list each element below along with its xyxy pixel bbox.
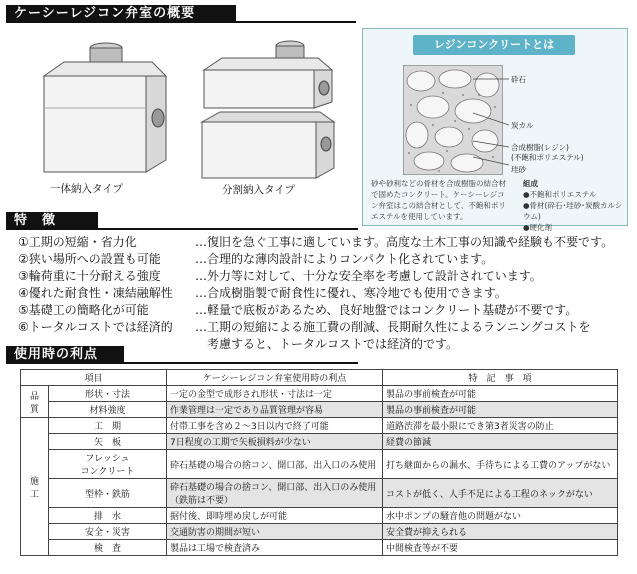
label-resin-sub: (不飽和ポリエステル): [511, 153, 584, 162]
feature-desc: …合成樹脂製で耐食性に優れ、寒冷地でも使用できます。: [195, 286, 507, 300]
feature-label: ①工期の短縮・省力化: [18, 235, 137, 249]
label-leader-lines: [473, 65, 513, 175]
row-merit: 交通防害の期間が短い: [167, 524, 383, 540]
label-calcium-carbonate: 炭カル: [511, 121, 534, 130]
composition-block: 組成 ●不飽和ポリエステル ●骨材(砕石･珪砂･炭酸カルシウム) ●硬化剤: [523, 179, 627, 233]
label-silica-sand: 珪砂: [511, 165, 526, 174]
row-note: 道路渋滞を最小限にでき第3者災害の防止: [383, 418, 618, 434]
row-item: 工 期: [49, 418, 167, 434]
table-header-row: [21, 370, 618, 386]
row-merit: 作業管理は一定であり品質管理が容易: [167, 402, 383, 418]
features-heading-rule: [6, 228, 358, 230]
row-note: 製品の事前検査が可能: [383, 402, 618, 418]
row-note: 製品の事前検査が可能: [383, 386, 618, 402]
row-note: 安全費が抑えられる: [383, 524, 618, 540]
group-construction: 施 工: [21, 418, 49, 556]
feature-desc: …復旧を急ぐ工事に適しています。高度な土木工事の知識や経験も不要です。: [195, 235, 614, 249]
overview-heading-rule: [6, 21, 356, 23]
feature-desc: …軽量で底板があるため、良好地盤ではコンクリート基礎が不要です。: [195, 303, 578, 317]
row-merit: 製品は工場で検査済み: [167, 540, 383, 556]
row-item: フレッシュ コンクリート: [49, 450, 167, 479]
feature-label: ②狭い場所への設置も可能: [18, 252, 161, 266]
header-item: 項目: [21, 370, 167, 386]
row-note: 中間検査等が不要: [383, 540, 618, 556]
table-row: [21, 540, 618, 556]
row-note: 経費の節減: [383, 434, 618, 450]
info-title: レジンコンクリートとは: [413, 35, 575, 55]
feature-label: ⑤基礎工の簡略化が可能: [18, 303, 149, 317]
table-row: [21, 402, 618, 418]
table-row: [21, 418, 618, 434]
table-row: [21, 450, 618, 479]
row-item: 形状・寸法: [49, 386, 167, 402]
row-merit: 7日程度の工期で矢板損料が少ない: [167, 434, 383, 450]
table-row: [21, 434, 618, 450]
feature-desc: …工期の短縮による施工費の削減、長期耐久性によるランニングコストを: [195, 320, 591, 334]
product-one-piece-caption: 一体納入タイプ: [50, 183, 123, 195]
benefits-table: [20, 369, 618, 556]
row-merit: 据付後、即時埋め戻しが可能: [167, 508, 383, 524]
row-note: 打ち継面からの漏水、手待ちによる工費のアップがない: [383, 450, 618, 479]
row-note: コストが低く、人手不足による工程のネックがない: [383, 479, 618, 508]
feature-desc: …合理的な薄肉設計によりコンパクト化されています。: [195, 252, 494, 266]
row-item: 材料強度: [49, 402, 167, 418]
row-merit: 砕石基礎の場合の捨コン、開口部、出入口のみ使用（鉄筋は不要）: [167, 479, 383, 508]
row-item: 検 査: [49, 540, 167, 556]
composition-title: 組成: [523, 179, 538, 188]
row-note: 水中ポンプの騒音他の問題がない: [383, 508, 618, 524]
row-merit: 付帯工事を含め２～3日以内で終了可能: [167, 418, 383, 434]
feature-desc: …外力等に対して、十分な安全率を考慮して設計されています。: [195, 269, 542, 283]
table-row: [21, 386, 618, 402]
table-row: [21, 479, 618, 508]
row-merit: 一定の金型で成形され形状・寸法は一定: [167, 386, 383, 402]
label-resin: 合成樹脂(レジン): [511, 143, 569, 152]
feature-label: ⑥トータルコストでは経済的: [18, 320, 173, 334]
overview-heading: ケーシーレジコン弁室の概要: [6, 5, 236, 23]
table-row: [21, 508, 618, 524]
features-heading: 特 徴: [6, 212, 98, 230]
resin-concrete-info-box: [362, 28, 628, 232]
product-split-caption: 分割納入タイプ: [222, 184, 295, 196]
row-item: 矢 板: [49, 434, 167, 450]
feature-desc-continuation: 考慮すると、トータルコストでは経済的です。: [207, 337, 459, 351]
benefits-heading-rule: [6, 362, 358, 364]
feature-label: ③輪荷重に十分耐える強度: [18, 269, 161, 283]
feature-label: ④優れた耐食性・凍結融解性: [18, 286, 173, 300]
label-coarse-aggregate: 砕石: [511, 75, 526, 84]
product-split-image: [198, 34, 338, 182]
row-item: 安全・災害: [49, 524, 167, 540]
row-item: 型枠・鉄筋: [49, 479, 167, 508]
table-row: [21, 524, 618, 540]
row-merit: 砕石基礎の場合の捨コン、開口部、出入口のみ使用: [167, 450, 383, 479]
group-quality: 品 質: [21, 386, 49, 418]
benefits-heading: 使用時の利点: [6, 346, 124, 364]
info-description: 砂や砂利などの骨材を合成樹脂の結合材 で固めたコンクリート。ケーシーレジコ ン弁室はこの結合材として、不飽和ポリ エステルを使用しています。: [371, 179, 506, 221]
row-item: 排 水: [49, 508, 167, 524]
header-note: 特 記 事 項: [383, 370, 618, 386]
product-one-piece-image: [34, 36, 174, 176]
header-merit: ケーシーレジコン弁室使用時の利点: [167, 370, 383, 386]
